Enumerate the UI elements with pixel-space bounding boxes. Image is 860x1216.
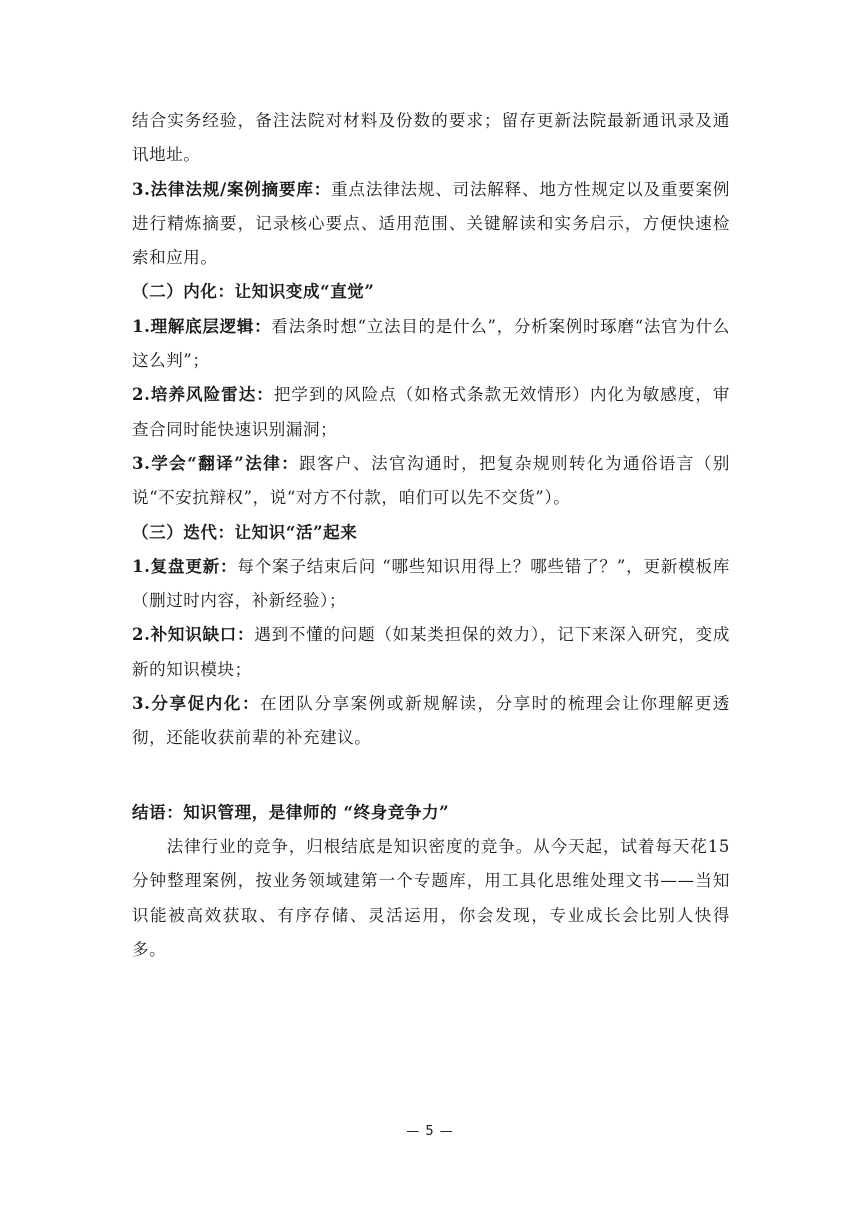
paragraph-label: 3.分享促内化： [132,694,261,714]
page-number: — 5 — [406,1124,454,1139]
paragraph [132,830,730,967]
section-heading: 结语：知识管理，是律师的 “终身竞争力” [132,802,450,822]
document-body [132,104,730,967]
paragraph-label: 1.复盘更新： [132,556,238,576]
paragraph-label: 2.补知识缺口： [132,625,255,645]
paragraph-label: 2.培养风险雷达： [132,385,274,405]
paragraph-label: 3.学会“翻译”法律： [132,453,300,473]
paragraph-text: 重点法律法规、司法解释、地方性规定以及重要案例进行精炼摘要，记录核心要点、适用范围、关键解读和实务启示，方便快速检索和应用。 [132,179,730,268]
paragraph [132,104,730,173]
paragraph-text: 看法条时想“立法目的是什么”，分析案例时琢磨“法官为什么这么判”； [132,316,730,371]
paragraph [132,378,730,447]
paragraph [132,447,730,516]
paragraph-text: 法律行业的竞争，归根结底是知识密度的竞争。从今天起，试着每天花15分钟整理案例，按业务领域建第一个专题库，用工具化思维处理文书——当知识能被高效获取、有序存储、灵活运用，你会发现，专业成长会比别人快得多。 [132,836,730,959]
paragraph [132,310,730,379]
paragraph [132,550,730,619]
paragraph-text: 跟客户、法官沟通时，把复杂规则转化为通俗语言（别说“不安抗辩权”，说“对方不付款，咱们可以先不交货”）。 [132,453,730,508]
paragraph-text: 结合实务经验，备注法院对材料及份数的要求；留存更新法院最新通讯录及通讯地址。 [132,111,730,165]
paragraph-text: 每个案子结束后问 “哪些知识用得上？哪些错了？”，更新模板库（删过时内容，补新经验）； [132,556,730,611]
paragraph-label: 1.理解底层逻辑： [132,316,272,336]
paragraph-text: 把学到的风险点（如格式条款无效情形）内化为敏感度，审查合同时能快速识别漏洞； [132,385,730,439]
paragraph [132,618,730,687]
section-spacer [132,756,730,796]
paragraph-text: 遇到不懂的问题（如某类担保的效力），记下来深入研究，变成新的知识模块； [132,625,730,679]
paragraph [132,687,730,756]
paragraph-label: 3.法律法规/案例摘要库： [132,179,332,199]
paragraph-text: 在团队分享案例或新规解读，分享时的梳理会让你理解更透彻，还能收获前辈的补充建议。 [132,694,730,748]
section-heading: （二）内化：让知识变成“直觉” [132,282,375,302]
section-heading: （三）迭代：让知识“活”起来 [132,522,358,542]
paragraph [132,173,730,276]
